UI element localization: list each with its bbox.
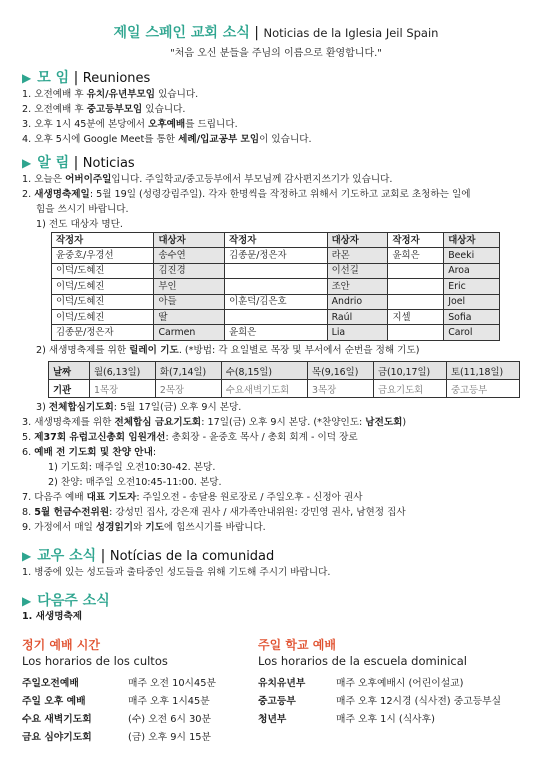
item-text: : 총회장 - 윤중호 목사 / 총회 회계 - 이덕 장로 [165,432,358,443]
item-bold: 대표 기도자 [86,492,137,503]
notice-item [22,507,406,519]
triangle-right-icon: ▶ [22,156,32,170]
item-bold: 어버이주일 [65,174,112,185]
section-title-korean: 다음주 소식 [37,593,110,609]
item-text: 에 힘쓰시기를 바랍니다. [163,522,266,533]
item-text: . (*방법: 각 요일별로 목장 및 부서에서 순번을 정해 기도) [178,345,420,356]
reunion-item [22,104,185,116]
table-header-cell: 대상자 [444,233,500,248]
table-cell: 토(11,18일) [446,362,519,380]
item-bold: 남전도회 [365,417,403,428]
schedule-value: (금) 오후 9시 15분 [128,732,212,743]
table-row [49,380,520,398]
item-bold: 예배 전 기도회 및 찬양 안내 [34,447,153,458]
table-cell: Eric [444,279,500,294]
table-cell: 윤희은 [225,325,327,340]
triangle-right-icon: ▶ [22,594,32,608]
table-cell: Aroa [444,263,500,278]
schedule-label: 중고등부 [258,696,296,707]
item-text: 이 있습니다. [259,134,312,145]
next-week-item: 1. 새생명축제 [22,611,82,622]
schedule-label: 주일오전예배 [22,678,79,689]
item-text: : 5월 19일 (성령강림주일). 각자 한명씩을 작정하고 위해서 기도하고 교회로 초청하는 일에 [89,189,471,200]
notice-item [22,174,392,186]
item-text: 있습니다. [155,89,199,100]
table-cell [225,279,327,294]
table-cell: 3목장 [308,380,374,398]
table-cell: Raúl [327,309,388,324]
notice-item [22,417,406,429]
item-bold: 전체합심기도회 [48,402,114,413]
table-cell: 윤희은 [388,248,444,263]
item-text: 9. 가정에서 매일 [22,522,96,533]
item-text: 1. 오전예배 후 [22,89,87,100]
welcome-subtitle: "처음 오신 분들을 주님의 이름으로 환영합니다." [170,48,382,59]
notice-item [22,447,156,459]
table-cell: 부인 [154,279,225,294]
item-bold: 성경읽기 [95,522,133,533]
table-cell: 김종문/정은자 [225,248,327,263]
schedule-value: (수) 오전 6시 30분 [128,714,212,725]
table-cell: 1목장 [90,380,156,398]
table-cell [388,279,444,294]
section-separator: | [96,548,110,564]
item-bold: 전체합심 금요기도회 [114,417,202,428]
item-text: 2. [22,189,35,200]
notice-subitem: 2) 찬양: 매주일 오전10:45-11:00. 본당. [48,477,222,488]
schedule-label: 청년부 [258,714,287,725]
table-cell [225,263,327,278]
reunion-item [22,119,238,131]
table-cell: 라몬 [327,248,388,263]
item-text: : [152,447,157,458]
table-cell: 아들 [154,294,225,309]
table-cell: Lia [327,325,388,340]
table-row [52,309,500,324]
item-text: 2. 오전예배 후 [22,104,87,115]
worship-times-subtitle: Los horarios de los cultos [22,654,168,668]
relay-prayer-label [36,345,419,357]
item-bold: 제37회 유럽고신총회 임원개선 [34,432,166,443]
table-cell: 화(7,14일) [155,362,221,380]
table-cell: Andrio [327,294,388,309]
table-header-row [52,233,500,248]
section-noticias-heading [22,152,135,172]
section-next-week-heading [22,590,110,610]
item-bold: 오후예배 [148,119,186,130]
table-header-cell: 대상자 [327,233,388,248]
table-row [52,263,500,278]
reunion-item [22,89,198,101]
item-text: 와 [133,522,146,533]
table-cell: 2목장 [155,380,221,398]
table-cell: 월(6,13일) [90,362,156,380]
item-text: 3. 오후 1시 45분에 본당에서 [22,119,149,130]
notice-item [22,432,358,444]
table-cell: 딸 [154,309,225,324]
notice-item [22,522,266,534]
table-row [52,294,500,309]
item-bold: 새생명축제일 [34,189,90,200]
table-cell: 이훈덕/김은호 [225,294,327,309]
item-text: 2) 새생명축제를 위한 [36,345,130,356]
evangelism-target-table [51,232,500,341]
item-text: 3. 새생명축제를 위한 [22,417,115,428]
table-cell: Joel [444,294,500,309]
notice-subitem [36,402,241,414]
notice-subitem: 1) 기도회: 매주일 오전10:30-42. 본당. [48,462,216,473]
item-text: 를 드립니다. [185,119,238,130]
table-row [52,325,500,340]
item-text: 3) [36,402,49,413]
table-cell: 이덕/도혜진 [52,279,154,294]
relay-prayer-table [48,361,520,398]
sunday-school-title: 주일 학교 예배 [258,638,336,652]
row-label: 날짜 [49,362,90,380]
section-title-korean: 모 임 [37,70,70,86]
schedule-label: 금요 심야기도회 [22,732,92,743]
table-row [49,362,520,380]
notice-item [22,492,363,504]
table-header-cell: 대상자 [154,233,225,248]
title-korean: 제일 스페인 교회 소식 [113,25,250,41]
schedule-value: 매주 오후 1시 (식사후) [336,714,435,725]
schedule-value: 매주 오전 10시45분 [128,678,216,689]
section-title-spanish: Noticias [82,156,135,171]
schedule-label: 수요 새벽기도회 [22,714,92,725]
table-cell: 이선길 [327,263,388,278]
table-cell: Beeki [444,248,500,263]
table-cell [225,309,327,324]
sunday-school-subtitle: Los horarios de la escuela dominical [258,654,467,668]
item-text: : 17일(금) 오후 9시 본당. (*찬양인도: [201,417,366,428]
item-text: 4. 오후 5시에 Google Meet를 통한 [22,134,179,145]
title-spanish: Noticias de la Iglesia Jeil Spain [263,26,439,40]
table-cell: 김종문/정은자 [52,325,154,340]
table-cell: 목(9,16일) [308,362,374,380]
schedule-value: 매주 오후 1시45분 [128,696,210,707]
table-cell: 금요기도회 [373,380,446,398]
table-cell: 김진경 [154,263,225,278]
item-text: 5. [22,432,35,443]
triangle-right-icon: ▶ [22,71,32,85]
table-cell: 이덕/도혜진 [52,309,154,324]
item-bold: 기도 [145,522,164,533]
community-item: 1. 병중에 있는 성도들과 출타중인 성도들을 위해 기도해 주시기 바랍니다. [22,567,331,578]
item-bold: 5월 헌금수전위원 [34,507,110,518]
item-text: : 5월 17일(금) 오후 9시 본당. [113,402,242,413]
row-label: 기관 [49,380,90,398]
reunion-item [22,134,312,146]
section-title-spanish: Notícias de la comunidad [109,549,275,564]
table-cell: 중고등부 [446,380,519,398]
table-cell: 조안 [327,279,388,294]
table-cell [388,294,444,309]
notice-item [22,189,471,201]
item-text: 7. 다음주 예배 [22,492,87,503]
item-text: ) [402,417,407,428]
table-cell: 이덕/도혜진 [52,294,154,309]
item-text: 있습니다. [142,104,186,115]
section-comunidad-heading [22,545,274,565]
item-text: 6. [22,447,35,458]
section-title-spanish: Reuniones [82,71,151,86]
item-bold: 유치/유년부모임 [86,89,156,100]
table-cell: Carol [444,325,500,340]
section-separator: | [69,155,83,171]
schedule-label: 유치유년부 [258,678,306,689]
table-row [52,279,500,294]
item-bold: 세례/입교공부 모임 [178,134,260,145]
table-cell: 수(8,15일) [221,362,307,380]
schedule-value: 매주 오후 12시경 (식사전) 중고등부실 [336,696,502,707]
item-text: 8. [22,507,35,518]
table-cell: 송수연 [154,248,225,263]
section-title-korean: 교우 소식 [37,548,97,564]
section-separator: | [69,70,83,86]
item-text: : 강성민 집사, 강은재 권사 / 새가족안내위원: 강민영 권사, 남현정 집사 [109,507,406,518]
table-header-cell: 작정자 [225,233,327,248]
table-header-cell: 작정자 [52,233,154,248]
triangle-right-icon: ▶ [22,549,32,563]
table-cell: Sofia [444,309,500,324]
schedule-value: 매주 오후예배시 (어린이설교) [336,678,464,689]
section-reuniones-heading [22,67,150,87]
page-title [0,22,552,42]
target-list-label: 1) 전도 대상자 명단. [36,219,123,230]
table-cell [388,263,444,278]
notice-item-continuation: 힘을 쓰시기 바랍니다. [36,204,129,215]
title-separator: | [249,25,264,41]
item-text: 1. 오늘은 [22,174,66,185]
item-bold: 중고등부모임 [86,104,143,115]
item-text: : 주일오전 - 송달용 원로장로 / 주일오후 - 신정아 권사 [136,492,363,503]
table-cell: 윤중호/우경선 [52,248,154,263]
table-header-cell: 작정자 [388,233,444,248]
table-cell: 지셀 [388,309,444,324]
worship-times-title: 정기 예배 시간 [22,638,100,652]
table-cell: 수요새벽기도회 [221,380,307,398]
table-cell [388,325,444,340]
item-text: 입니다. 주일학교/중고등부에서 부모님께 감사편지쓰기가 있습니다. [111,174,393,185]
table-cell: 금(10,17일) [373,362,446,380]
item-bold: 릴레이 기도 [129,345,179,356]
table-row [52,248,500,263]
schedule-label: 주일 오후 예배 [22,696,86,707]
table-cell: Carmen [154,325,225,340]
section-title-korean: 알 림 [37,155,70,171]
table-cell: 이덕/도혜진 [52,263,154,278]
